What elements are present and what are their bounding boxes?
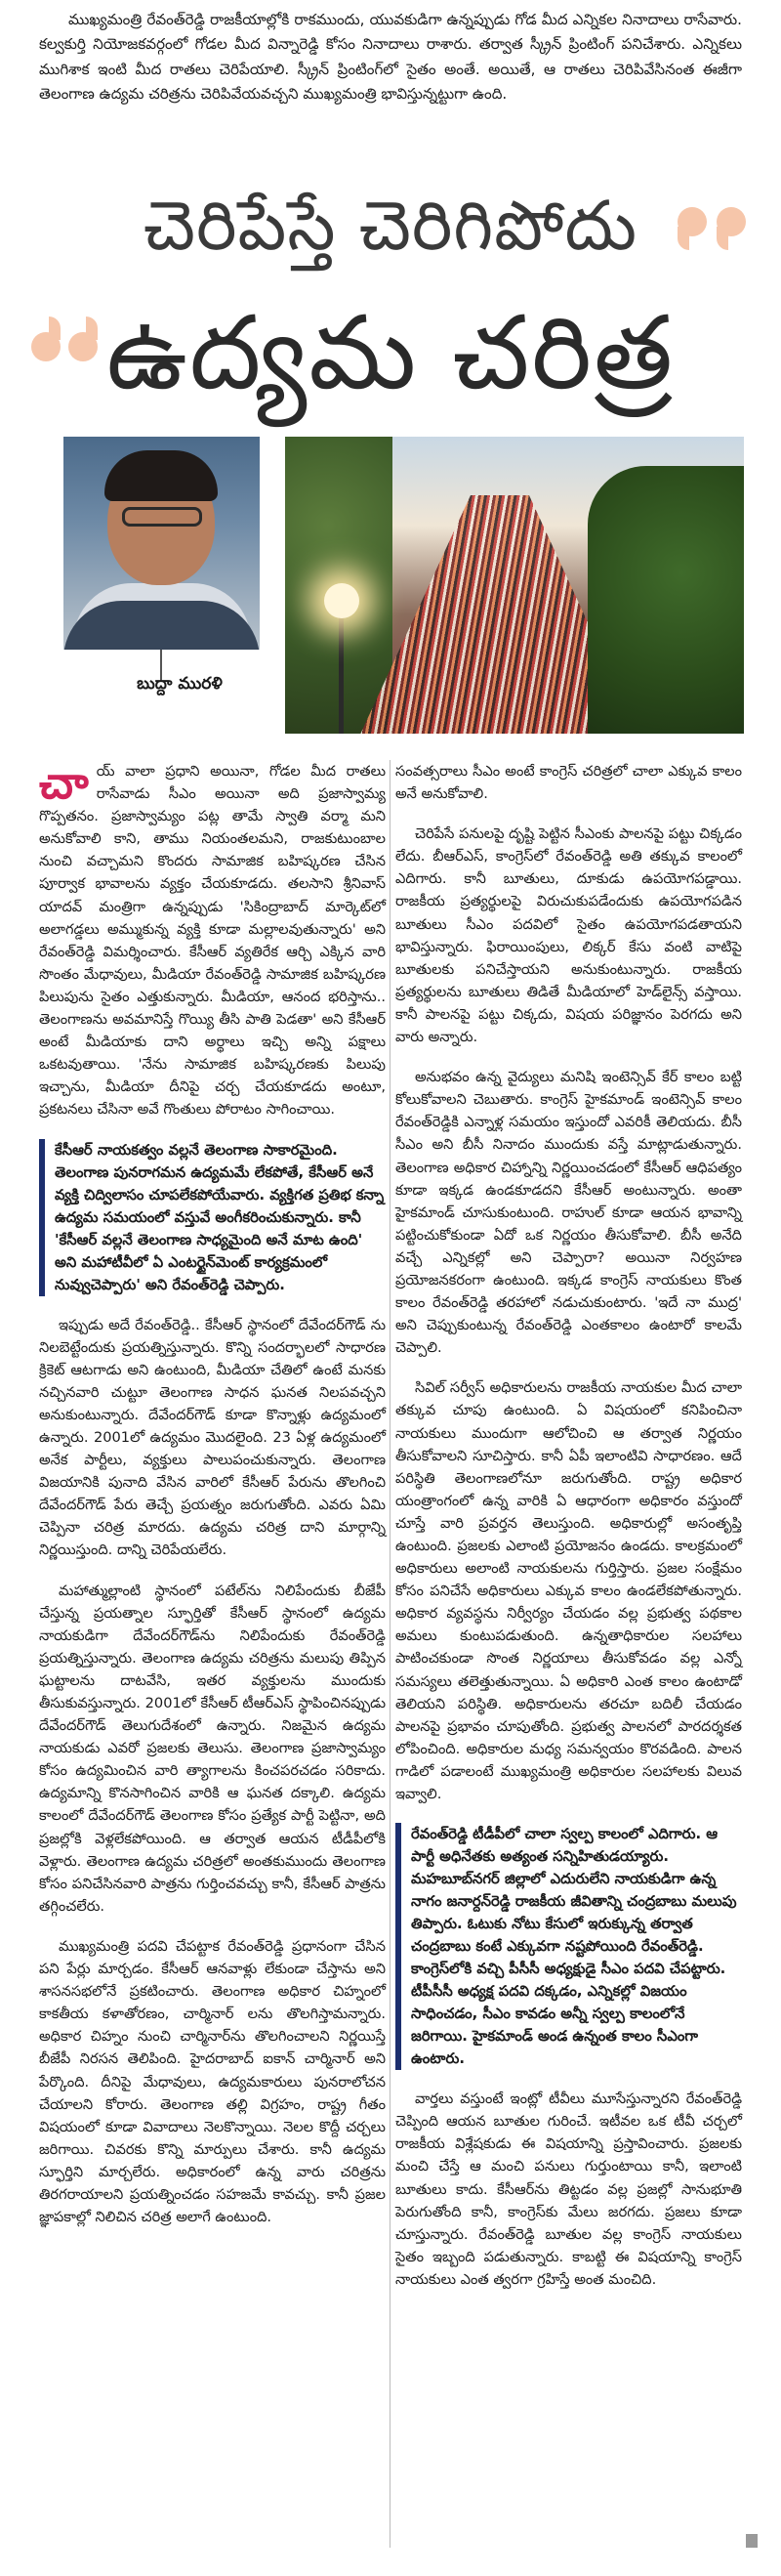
left-column	[39, 756, 386, 2246]
author-name: బుద్దా మురళి	[137, 674, 223, 694]
article-paragraph: మహాత్ముల్లాంటి స్థానంలో పటేల్‌ను నిలిపేందుకు బీజేపీ చేస్తున్న ప్రయత్నాల స్ఫూర్తితో కేసీఆర్ స్థానంలో ఉద్యమ నాయకుడిగా దేవేందర్‌గౌడ్‌ను నిలిపేందుకు రేవంత్‌రెడ్డి ప్రయత్నిస్తున్నారు. తెలంగాణ ఉద్యమ చరిత్రను మలుపు తిప్పిన ఘట్టాలను దాటవేసి, ఇతర వ్యక్తులను ముందుకు తీసుకువస్తున్నారు. 2001లో కేసీఆర్ టీఆర్ఎస్ స్థాపించినప్పుడు దేవేందర్‌గౌడ్ తెలుగుదేశంలో ఉన్నారు. నిజమైన ఉద్యమ నాయకుడు ఎవరో ప్రజలకు తెలుసు. తెలంగాణ ప్రజాస్వామ్యం కోసం ఉద్యమించిన వారి త్యాగాలను కించపరచడం సరికాదు. ఉద్యమాన్ని కొనసాగించిన వారికి ఆ ఘనత దక్కాలి. ఉద్యమ కాలంలో దేవేందర్‌గౌడ్ తెలంగాణ కోసం ప్రత్యేక పార్టీ పెట్టినా, అది ప్రజల్లోకి వెళ్లలేకపోయింది. ఆ తర్వాత ఆయన టీడీపీలోకి వెళ్లారు. తెలంగాణ ఉద్యమ చరిత్రలో అంతకుముందు తెలంగాణ కోసం పనిచేసినవారి పాత్రను గుర్తించవచ్చు కానీ, కేసీఆర్ పాత్రను తగ్గించలేరు.	[39, 1582, 386, 1915]
article-paragraph: వార్తలు వస్తుంటే ఇంట్లో టీవీలు మూసేస్తున్నారని రేవంత్‌రెడ్డి చెప్పింది ఆయన బూతుల గురించే. ఇటీవల ఒక టీవీ చర్చలో రాజకీయ విశ్లేషకుడు ఈ విషయాన్ని ప్రస్తావించారు. ప్రజలకు మంచి చేస్తే ఆ మంచి పనులు గుర్తుంటాయి కానీ, ఇలాంటి బూతులు కాదు. కేసీఆర్‌ను తిట్టడం వల్ల ప్రజల్లో సానుభూతి పెరుగుతోంది కానీ, కాంగ్రెస్‌కు మేలు జరగదు. ప్రజలు కూడా చూస్తున్నారు. రేవంత్‌రెడ్డి బూతుల వల్ల కాంగ్రెస్ నాయకులు సైతం ఇబ్బంది పడుతున్నారు. కాబట్టి ఈ విషయాన్ని కాంగ్రెస్ నాయకులు ఎంత త్వరగా గ్రహిస్తే అంత మంచిది.	[395, 2090, 742, 2288]
rally-photo	[285, 437, 744, 734]
author-photo	[63, 437, 260, 650]
intro-text: ముఖ్యమంత్రి రేవంత్‌రెడ్డి రాజకీయాల్లోకి రాకముందు, యువకుడిగా ఉన్నప్పుడు గోడ మీద ఎన్నికల నినాదాలు రాసేవారు. కల్వకుర్తి నియోజకవర్గంలో గోడల మీద విన్నారెడ్డి కోసం నినాదాలు రాశారు. తర్వాత స్క్రీన్ ప్రింటింగ్ పనిచేశారు. ఎన్నికలు ముగిశాక ఇంటి మీద రాతలు చెరిపేయాలి. స్క్రీన్ ప్రింటింగ్‌లో సైతం అంతే. అయితే, ఆ రాతలు చెరిపివేసినంత ఈజీగా తెలంగాణ ఉద్యమ చరిత్రను చెరిపివేయవచ్చని ముఖ్యమంత్రి భావిస్తున్నట్టుగా ఉంది.	[39, 11, 742, 104]
intro-paragraph	[39, 8, 742, 107]
article-paragraph: ఇప్పుడు అదే రేవంత్‌రెడ్డి.. కేసీఆర్ స్థానంలో దేవేందర్‌గౌడ్ ను నిలబెట్టేందుకు ప్రయత్నిస్తున్నారు. కొన్ని సందర్భాలలో సాధారణ క్రికెట్ ఆటగాడు అని ఉంటుంది, మీడియా చేతిలో ఉంటే మనకు నచ్చినవారి చుట్టూ తెలంగాణ సాధన ఘనత నిలపవచ్చని అనుకుంటున్నారు. దేవేందర్‌గౌడ్ కూడా కొన్నాళ్లు ఉద్యమంలో ఉన్నారు. 2001లో ఉద్యమం మొదలైంది. 23 ఏళ్ల ఉద్యమంలో అనేక పార్టీలు, వ్యక్తులు పాలుపంచుకున్నారు. తెలంగాణ విజయానికి పునాది వేసిన వారిలో కేసీఆర్ పేరును తొలగించి దేవేందర్‌గౌడ్ పేరు తెచ్చే ప్రయత్నం జరుగుతోంది. ఎవరు ఏమి చెప్పినా చరిత్ర మారదు. ఉద్యమ చరిత్ర దాని మార్గాన్ని నిర్ణయిస్తుంది. దాన్ని చెరిపేయలేరు.	[39, 1316, 386, 1559]
pull-quote: కేసీఆర్ నాయకత్వం వల్లనే తెలంగాణ సాకారమైంది. తెలంగాణ పునరాగమన ఉద్యమమే లేకపోతే, కేసీఆర్ అనే వ్యక్తి చిద్విలాసం చూపలేకపోయేవారు. వ్యక్తిగత ప్రతిభ కన్నా ఉద్యమ సమయంలో వస్తువే అంగీకరించుకున్నారు. కానీ 'కేసీఆర్ వల్లనే తెలంగాణ సాధ్యమైంది అనే మాట ఉంది' అని మహాటీవీలో ఏ ఎంటర్టైన్‌మెంట్ కార్యక్రమంలో నువ్వుచెప్పారు' అని రేవంత్‌రెడ్డి చెప్పారు.	[39, 1139, 386, 1296]
article-paragraph: సివిల్ సర్వీస్ అధికారులను రాజకీయ నాయకుల మీద చాలా తక్కువ చూపు ఉంటుంది. ఏ విషయంలో కనిపించినా నాయకులు ముందుగా ఆలోచించి ఆ తర్వాత నిర్ణయం తీసుకోవాలని సూచిస్తారు. కానీ ఏపీ ఇలాంటివి సాధారణం. ఆదే పరిస్థితి తెలంగాణలోనూ జరుగుతోంది. రాష్ట్ర అధికార యంత్రాంగంలో ఉన్న వారికి ఏ ఆధారంగా అధికారం వస్తుందో చూస్తే వారి ప్రవర్తన తెలుస్తుంది. అధికారుల్లో అసంతృప్తి ఉంటుంది. ప్రజలకు ఎలాంటి ప్రయోజనం ఉండదు. కాలక్రమంలో అధికారులు అలాంటి నాయకులను గుర్తిస్తారు. ప్రజల సంక్షేమం కోసం పనిచేసే అధికారులు ఎక్కువ కాలం ఉండలేకపోతున్నారు. అధికార వ్యవస్థను నిర్వీర్యం చేయడం వల్ల ప్రభుత్వ పథకాల అమలు కుంటుపడుతుంది. ఉన్నతాధికారుల సలహాలు పాటించకుండా సొంత నిర్ణయాలు తీసుకోవడం వల్ల ఎన్నో సమస్యలు తలెత్తుతున్నాయి. ఏ అధికారి ఎంత కాలం ఉంటాడో తెలియని పరిస్థితి. అధికారులను తరచూ బదిలీ చేయడం పాలనపై ప్రభావం చూపుతోంది. ప్రభుత్వ పాలనలో పారదర్శకత లోపించింది. అధికారుల మధ్య సమన్వయం కొరవడింది. పాలన గాడిలో పడాలంటే ముఖ్యమంత్రి అధికారుల సలహాలకు విలువ ఇవ్వాలి.	[395, 1379, 742, 1803]
headline-line-1: చెరిపేస్తే చెరిగిపోదు	[143, 186, 638, 266]
end-mark-icon	[746, 2534, 758, 2548]
article-paragraph: చాయ్ వాలా ప్రధాని అయినా, గోడల మీద రాతలు రాసేవాడు సీఎం అయినా అది ప్రజాస్వామ్య గొప్పతనం. ప్రజాస్వామ్యం పట్ల తామే స్వాతి వర్మా మని అనుకోవాలి కాని, తాము నియంతలమని, రాజకుటుంబాల నుంచి వచ్చామని కొందరు సామాజిక బహిష్కరణ చేసిన పూర్వాక భావాలను వ్యక్తం చేయకూడదు. తలసాని శ్రీనివాస్ యాదవ్ మంత్రిగా ఉన్నప్పుడు 'సికింద్రాబాద్ మార్కెట్‌లో అలాగడ్డలు అమ్ముకున్న వ్యక్తి కూడా మల్లాలవుతున్నారు' అని రేవంత్‌రెడ్డి విమర్శించారు. కేసీఆర్ వ్యతిరేక ఆర్చి ఎక్కిన వారి సొంతం మేధావులు, మీడియా రేవంత్‌రెడ్డి సామాజిక బహిష్కరణ పిలుపును సైతం ఎత్తుకున్నారు. మీడియా, ఆనంద భరిస్తాను.. తెలంగాణను అవమానిస్తే గొయ్యి తీసి పాతి పెడతా' అని కేసీఆర్ అంటే మీడియాకు దాని అర్థాలు ఇచ్చి అన్ని పక్షాలు ఒకటవుతాయి. 'నేను సామాజిక బహిష్కరణకు పిలుపు ఇచ్చాను, మీడియా దీనిపై చర్చ చేయకూడదు అంటూ, ప్రకటనలు చేసినా అవే గొంతులు పోరాటం సాగించాయి.	[39, 756, 386, 1119]
article-paragraph: చెరిపేసే పనులపై దృష్టి పెట్టిన సీఎంకు పాలనపై పట్టు చిక్కడం లేదు. బీఆర్ఎస్, కాంగ్రెస్‌లో రేవంత్‌రెడ్డి అతి తక్కువ కాలంలో ఎదిగారు. కానీ బూతులు, దూకుడు ఉపయోగపడ్డాయి. రాజకీయ ప్రత్యర్థులపై విరుచుకుపడేందుకు ఉపయోగపడిన బూతులు సీఎం పదవిలో సైతం ఉపయోగపడతాయని భావిస్తున్నారు. ఫిరాయింపులు, లిక్కర్ కేసు వంటి వాటిపై బూతులకు పనిచేస్తాయని అనుకుంటున్నారు. రాజకీయ ప్రత్యర్థులను బూతులు తిడితే మీడియాలో హెడ్‌లైన్స్ వస్తాయి. కానీ పాలనపై పట్టు చిక్కదు, విషయ పరిజ్ఞానం పెరగదు అని వారు అన్నారు.	[395, 825, 742, 1046]
article-paragraph: సంవత్సరాలు సీఎం అంటే కాంగ్రెస్ చరిత్రలో చాలా ఎక్కువ కాలం అనే అనుకోవాలి.	[395, 763, 742, 803]
headline-line-2: ఉద్యమ చరిత్ర	[105, 293, 676, 412]
headline-banner	[20, 178, 761, 432]
article-paragraph: ముఖ్యమంత్రి పదవి చేపట్టాక రేవంత్‌రెడ్డి ప్రధానంగా చేసిన పని పేర్లు మార్చడం. కేసీఆర్ ఆనవాళ్లు లేకుండా చేస్తాను అని శాసనసభలోనే ప్రకటించారు. తెలంగాణ అధికార చిహ్నంలో కాకతీయ కళాతోరణం, చార్మినార్ లను తొలగిస్తామన్నారు. అధికార చిహ్నం నుంచి చార్మినార్‌ను తొలగించాలని నిర్ణయిస్తే బీజేపీ నిరసన తెలిపింది. హైదరాబాద్ ఐకాన్ చార్మినార్ అని పేర్కొంది. దీనిపై మేధావులు, ఉద్యమకారులు పునరాలోచన చేయాలని కోరారు. తెలంగాణ తల్లి విగ్రహం, రాష్ట్ర గీతం విషయంలో కూడా వివాదాలు నెలకొన్నాయి. నెలల కొద్దీ చర్చలు జరిగాయి. చివరకు కొన్ని మార్పులు చేశారు. కానీ ఉద్యమ స్ఫూర్తిని మార్చలేరు. అధికారంలో ఉన్న వారు చరిత్రను తిరగరాయాలని ప్రయత్నించడం సహజమే కావచ్చు. కానీ ప్రజల జ్ఞాపకాల్లో నిలిచిన చరిత్ర అలాగే ఉంటుంది.	[39, 1937, 386, 2226]
article-paragraph: అనుభవం ఉన్న వైద్యులు మనిషి ఇంటెన్సివ్ కేర్ కాలం బట్టి కోలుకోవాలని చెబుతారు. కాంగ్రెస్ హైకమాండ్ ఇంటెన్సివ్ కాలం రేవంత్‌రెడ్డికి ఎన్నాళ్ల సమయం ఇస్తుందో ఎవరికీ తెలియదు. బీసీ సీఎం అని బీసీ నినాదం ముందుకు వస్తే మాట్లాడుతున్నారు. తెలంగాణ అధికార చిహ్నాన్ని నిర్ణయించడంలో కేసీఆర్ ఆధిపత్యం కూడా ఇక్కడ ఉండకూడదని కేసీఆర్ అంటున్నారు. అంతా హైకమాండ్ చూసుకుంటుంది. రాహుల్ కూడా ఆయన భావాన్ని పట్టించుకోకుండా ఏదో ఒక నిర్ణయం తీసుకోవాలి. బీసీ అనేది వచ్చే ఎన్నికల్లో అని చెప్పారా? అయినా నిర్వహణ ప్రయోజనకరంగా ఉంటుంది. ఇక్కడ కాంగ్రెస్ నాయకులు కొంత కాలం రేవంత్‌రెడ్డి తరహాలో నడుచుకుంటారు. 'ఇదే నా ముద్ర' అని చెప్పుకుంటున్న రేవంత్‌రెడ్డి ఎంతకాలం ఉంటారో కాలమే చెప్పాలి.	[395, 1069, 742, 1357]
drop-cap: చా	[39, 756, 89, 809]
right-column	[395, 760, 742, 2308]
pull-quote: రేవంత్‌రెడ్డి టీడీపీలో చాలా స్వల్ప కాలంలో ఎదిగారు. ఆ పార్టీ అధినేతకు అత్యంత సన్నిహితుడయ్యారు. మహబూబ్‌నగర్ జిల్లాలో ఎదురులేని నాయకుడిగా ఉన్న నాగం జనార్దన్‌రెడ్డి రాజకీయ జీవితాన్ని చంద్రబాబు మలుపు తిప్పారు. ఓటుకు నోటు కేసులో ఇరుక్కున్న తర్వాత చంద్రబాబు కంటే ఎక్కువగా నష్టపోయింది రేవంత్‌రెడ్డి. కాంగ్రెస్‌లోకి వచ్చి పీసీసీ అధ్యక్షుడై సీఎం పదవి చేపట్టారు. టీపీసీసీ అధ్యక్ష పదవి దక్కడం, ఎన్నికల్లో విజయం సాధించడం, సీఎం కావడం అన్నీ స్వల్ప కాలంలోనే జరిగాయి. హైకమాండ్ అండ ఉన్నంత కాలం సీఎంగా ఉంటారు.	[395, 1823, 742, 2070]
